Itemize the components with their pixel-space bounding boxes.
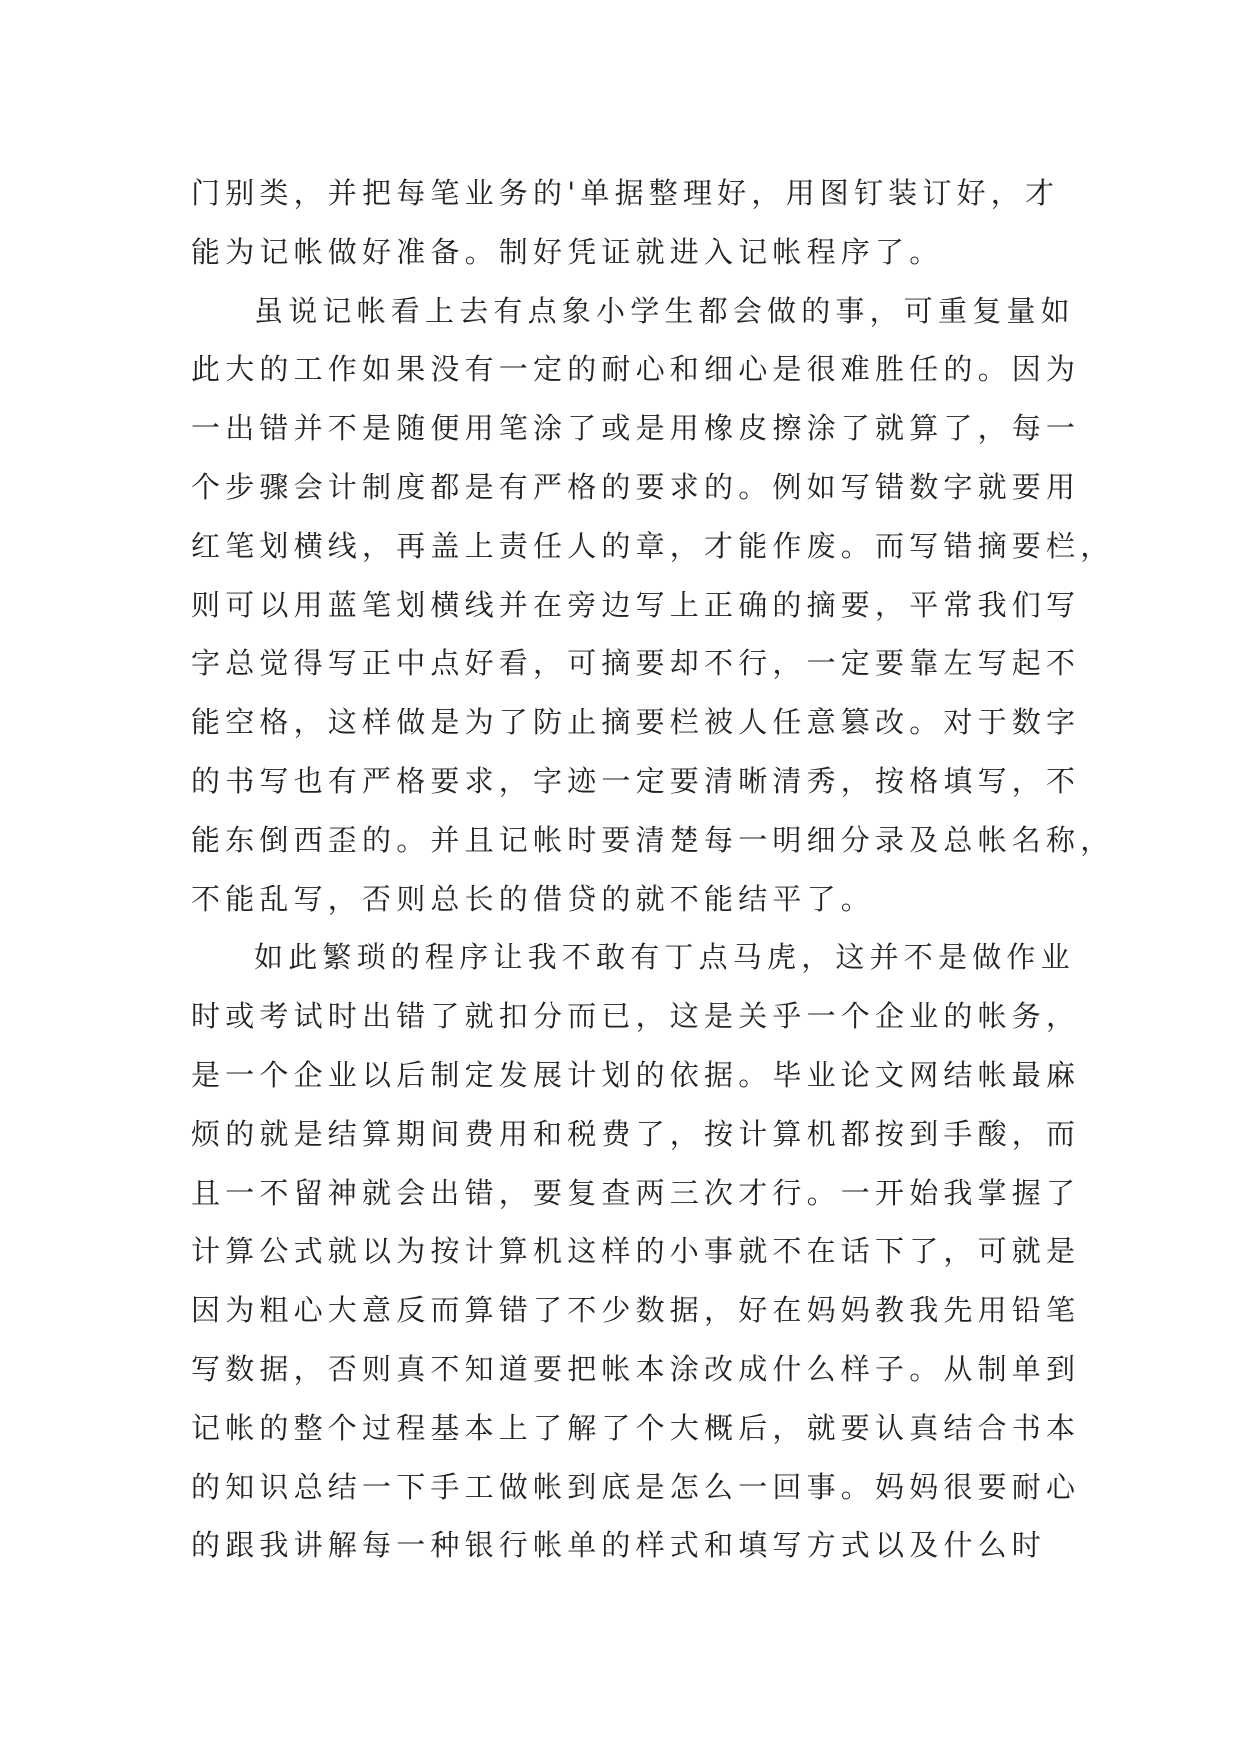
text-line: 且一不留神就会出错，要复查两三次才行。一开始我掌握了 [191,1175,1081,1210]
text-line: 个步骤会计制度都是有严格的要求的。例如写错数字就要用 [191,469,1081,504]
text-line: 门别类，并把每笔业务的'单据整理好，用图钉装订好，才 [191,176,1060,210]
paragraph-start-line: 如此繁琐的程序让我不敢有丁点马虎，这并不是做作业 [254,940,1075,975]
paragraph-start-line: 虽说记帐看上去有点象小学生都会做的事，可重复量如 [254,293,1075,328]
text-line: 字总觉得写正中点好看，可摘要却不行，一定要靠左写起不 [191,646,1081,681]
text-line: 能东倒西歪的。并且记帐时要清楚每一明细分录及总帐名称， [191,822,1115,857]
text-line: 烦的就是结算期间费用和税费了，按计算机都按到手酸，而 [191,1116,1081,1151]
text-line: 的跟我讲解每一种银行帐单的样式和填写方式以及什么时 [191,1528,1047,1563]
text-line: 一出错并不是随便用笔涂了或是用橡皮擦涂了就算了，每一 [191,411,1081,446]
text-line: 不能乱写，否则总长的借贷的就不能结平了。 [191,881,876,916]
text-line: 能为记帐做好准备。制好凭证就进入记帐程序了。 [191,234,944,269]
text-line: 红笔划横线，再盖上责任人的章，才能作废。而写错摘要栏， [191,528,1115,563]
text-line: 时或考试时出错了就扣分而已，这是关乎一个企业的帐务， [191,999,1081,1034]
text-line: 因为粗心大意反而算错了不少数据，好在妈妈教我先用铅笔 [191,1293,1081,1328]
body-text [191,164,1115,1575]
text-line: 的知识总结一下手工做帐到底是怎么一回事。妈妈很要耐心 [191,1469,1081,1504]
text-line: 此大的工作如果没有一定的耐心和细心是很难胜任的。因为 [191,352,1081,387]
text-line: 写数据，否则真不知道要把帐本涂改成什么样子。从制单到 [191,1351,1081,1386]
text-line: 则可以用蓝笔划横线并在旁边写上正确的摘要，平常我们写 [191,587,1081,622]
text-line: 能空格，这样做是为了防止摘要栏被人任意篡改。对于数字 [191,705,1081,740]
text-line: 计算公式就以为按计算机这样的小事就不在话下了，可就是 [191,1234,1081,1269]
text-line: 是一个企业以后制定发展计划的依据。毕业论文网结帐最麻 [191,1057,1081,1092]
text-line: 记帐的整个过程基本上了解了个大概后，就要认真结合书本 [191,1410,1081,1445]
text-line: 的书写也有严格要求，字迹一定要清晰清秀，按格填写，不 [191,763,1081,798]
